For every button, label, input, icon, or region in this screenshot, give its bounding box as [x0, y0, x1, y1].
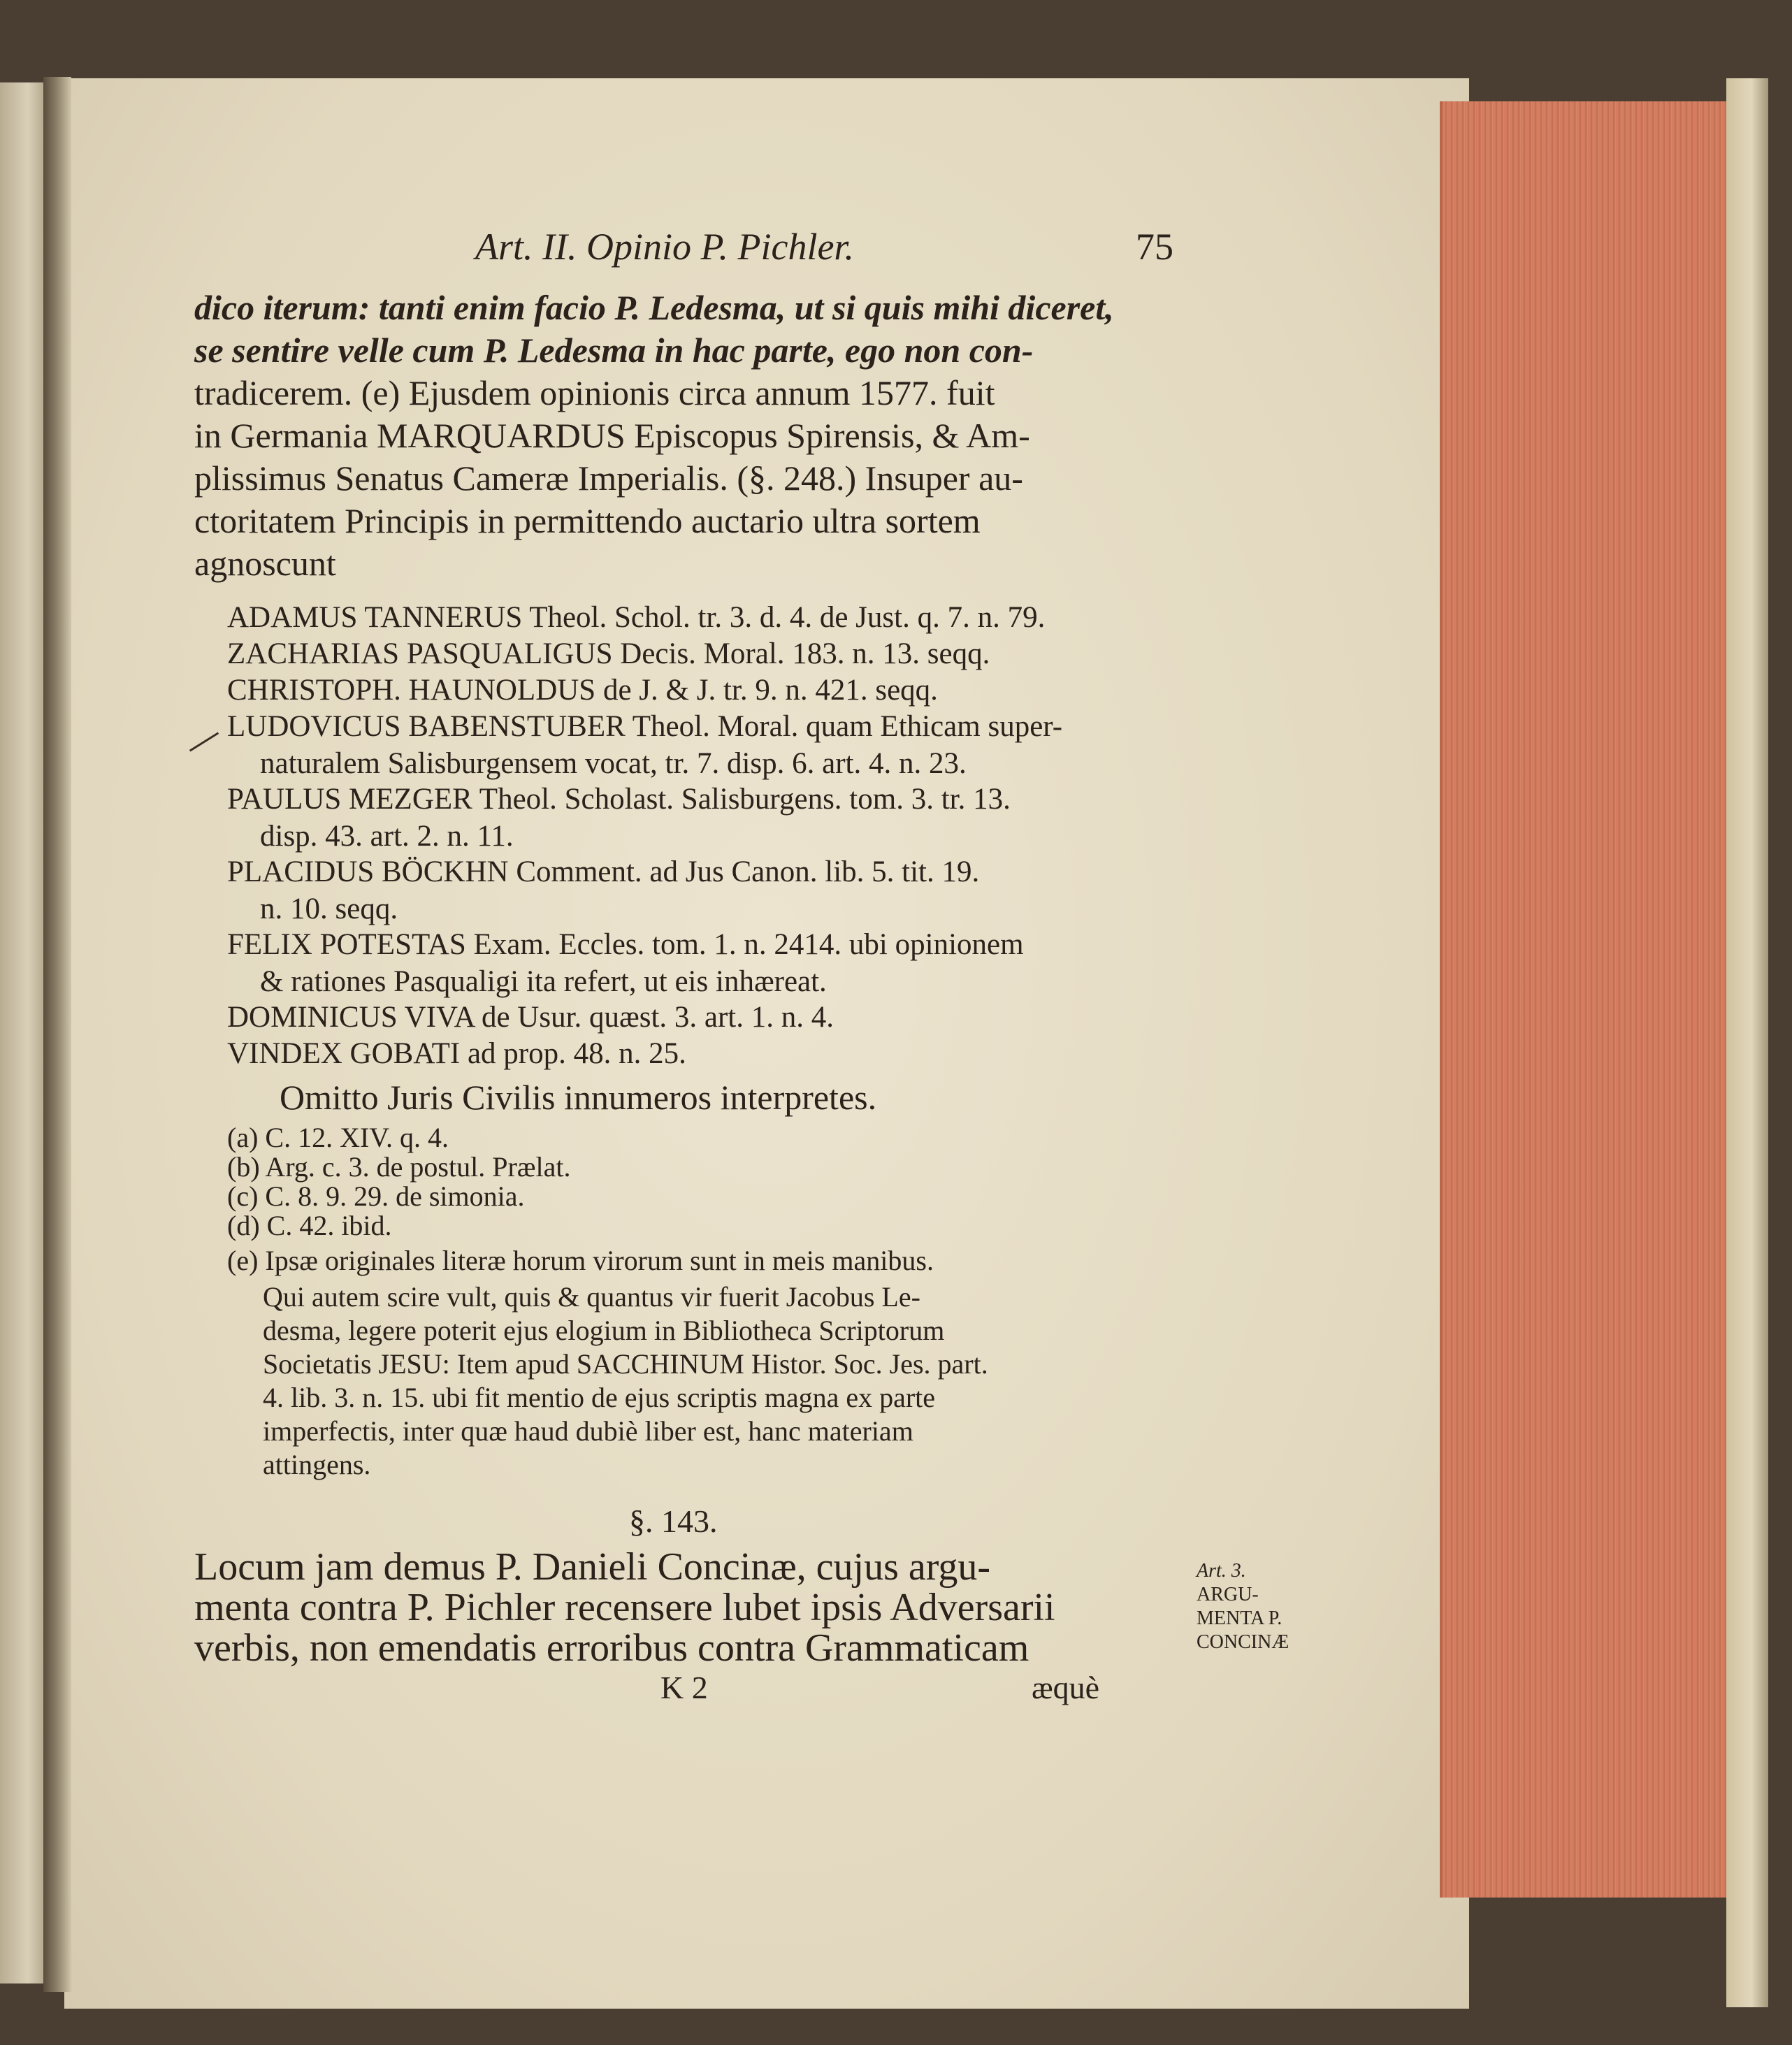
footnote: (a) C. 12. XIV. q. 4.	[227, 1122, 449, 1153]
footnote-cont: 4. lib. 3. n. 15. ubi fit mentio de ejus scriptis magna ex parte	[263, 1382, 936, 1413]
author-citation: PLACIDUS BÖCKHN Comment. ad Jus Canon. lib. 5. tit. 19.	[227, 855, 980, 888]
author-citation: PAULUS MEZGER Theol. Scholast. Salisburgens. tom. 3. tr. 13.	[227, 783, 1011, 816]
marginal-note: MENTA P.	[1197, 1607, 1282, 1629]
body-line: se sentire velle cum P. Ledesma in hac parte, ego non con-	[194, 331, 1034, 370]
body-line: plissimus Senatus Cameræ Imperialis. (§. 248.) Insuper au-	[194, 458, 1023, 498]
body-line: tradicerem. (e) Ejusdem opinionis circa annum 1577. fuit	[194, 373, 995, 412]
page-number: 75	[1136, 226, 1173, 268]
author-citation: LUDOVICUS BABENSTUBER Theol. Moral. quam Ethicam super-	[227, 710, 1063, 743]
main-line: verbis, non emendatis erroribus contra Grammaticam	[194, 1626, 1029, 1670]
body-line: in Germania MARQUARDUS Episcopus Spirensis, & Am-	[194, 416, 1030, 455]
footnote: (c) C. 8. 9. 29. de simonia.	[227, 1180, 525, 1212]
footnote: (e) Ipsæ originales literæ horum virorum sunt in meis manibus.	[227, 1245, 934, 1276]
book-cover-board	[1726, 78, 1768, 2007]
body-line: dico iterum: tanti enim facio P. Ledesma, ut si quis mihi diceret,	[194, 288, 1114, 327]
page-fore-edge	[1440, 101, 1736, 1898]
marginal-note: CONCINÆ	[1197, 1631, 1289, 1653]
running-title: Art. II. Opinio P. Pichler.	[475, 226, 854, 268]
footnote: (b) Arg. c. 3. de postul. Prælat.	[227, 1151, 571, 1183]
author-citation-cont: naturalem Salisburgensem vocat, tr. 7. disp. 6. art. 4. n. 23.	[260, 747, 967, 780]
author-citation: FELIX POTESTAS Exam. Eccles. tom. 1. n. 2414. ubi opinionem	[227, 928, 1024, 961]
section-mark: §. 143.	[629, 1503, 718, 1539]
author-citation: VINDEX GOBATI ad prop. 48. n. 25.	[227, 1037, 686, 1070]
footnote-cont: desma, legere poterit ejus elogium in Bibliotheca Scriptorum	[263, 1315, 945, 1346]
footnote-cont: imperfectis, inter quæ haud dubiè liber est, hanc materiam	[263, 1415, 913, 1447]
signature-mark: K 2	[660, 1670, 708, 1705]
main-line: Locum jam demus P. Danieli Concinæ, cujus argu-	[194, 1545, 991, 1589]
author-citation: CHRISTOPH. HAUNOLDUS de J. & J. tr. 9. n. 421. seqq.	[227, 674, 938, 707]
footnote-cont: Qui autem scire vult, quis & quantus vir fuerit Jacobus Le-	[263, 1281, 920, 1313]
catchword: æquè	[1032, 1670, 1100, 1705]
body-line: agnoscunt	[194, 544, 336, 583]
author-citation-cont: n. 10. seqq.	[260, 893, 398, 925]
footnote: (d) C. 42. ibid.	[227, 1210, 392, 1241]
author-citation: DOMINICUS VIVA de Usur. quæst. 3. art. 1. n. 4.	[227, 1001, 834, 1034]
marginal-note: ARGU-	[1197, 1584, 1259, 1605]
marginal-note: Art. 3.	[1197, 1560, 1246, 1582]
body-line: ctoritatem Principis in permittendo auctario ultra sortem	[194, 501, 981, 540]
author-citation: ADAMUS TANNERUS Theol. Schol. tr. 3. d. 4. de Just. q. 7. n. 79.	[227, 601, 1046, 634]
footnote-cont: Societatis JESU: Item apud SACCHINUM Histor. Soc. Jes. part.	[263, 1348, 988, 1380]
main-line: menta contra P. Pichler recensere lubet ipsis Adversarii	[194, 1586, 1055, 1629]
author-citation-cont: disp. 43. art. 2. n. 11.	[260, 820, 514, 853]
author-citation-cont: & rationes Pasqualigi ita refert, ut eis inhæreat.	[260, 965, 827, 998]
footnote-cont: attingens.	[263, 1449, 371, 1480]
book-gutter	[43, 77, 71, 1992]
omitto-line: Omitto Juris Civilis innumeros interpretes.	[280, 1078, 877, 1117]
author-citation: ZACHARIAS PASQUALIGUS Decis. Moral. 183. n. 13. seqq.	[227, 637, 990, 670]
